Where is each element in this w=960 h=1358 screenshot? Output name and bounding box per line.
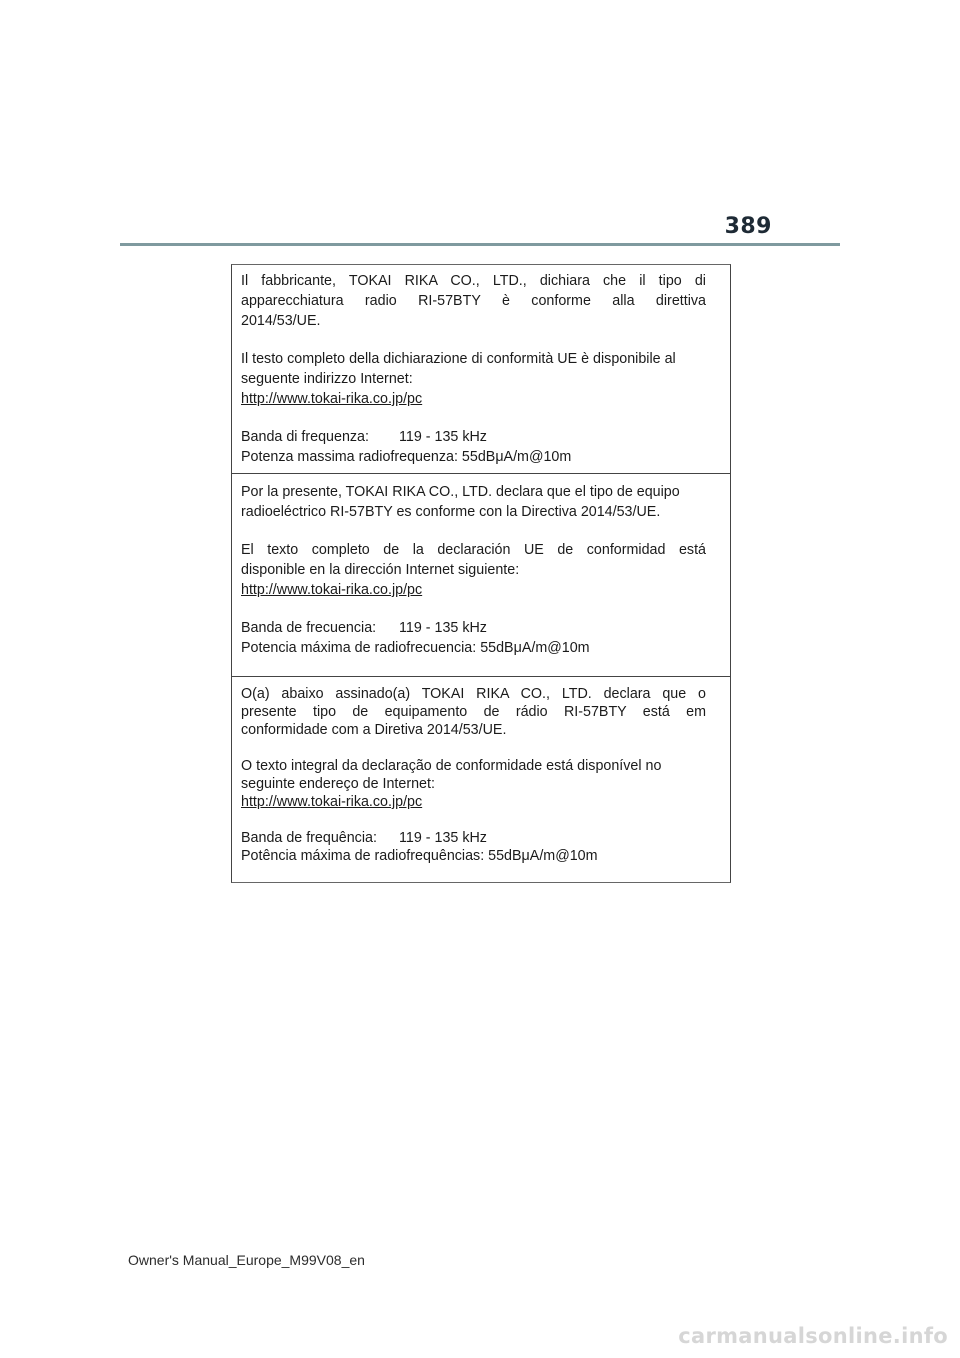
section-italian xyxy=(232,265,730,473)
spec-paragraph xyxy=(241,618,706,658)
declaration-link[interactable]: http://www.tokai-rika.co.jp/pc xyxy=(241,391,423,407)
declaration-line: 2014/53/UE. xyxy=(241,313,321,329)
eu-declaration-box xyxy=(231,264,731,883)
declaration-line: conformidade com a Diretiva 2014/53/UE. xyxy=(241,722,507,738)
full-text-line: El texto completo de la declaración UE de conformidad está xyxy=(241,542,706,558)
declaration-line: Por la presente, TOKAI RIKA CO., LTD. declara que el tipo de equipo xyxy=(241,484,680,500)
declaration-paragraph xyxy=(241,685,706,739)
full-text-line: disponible en la dirección Internet siguiente: xyxy=(241,562,520,578)
frequency-band-row xyxy=(241,829,706,847)
section-portuguese xyxy=(232,676,730,882)
declaration-line: presente tipo de equipamento de rádio RI-57BTY está em xyxy=(241,704,706,720)
frequency-band-label: Banda de frequência: xyxy=(241,830,377,846)
frequency-band-value: 119 - 135 kHz xyxy=(399,620,487,636)
max-power: Potência máxima de radiofrequências: 55dBμA/m@10m xyxy=(241,848,598,864)
manual-footer: Owner's Manual_Europe_M99V08_en xyxy=(128,1252,365,1268)
full-text-paragraph xyxy=(241,349,706,409)
declaration-link[interactable]: http://www.tokai-rika.co.jp/pc xyxy=(241,794,423,810)
frequency-band-row xyxy=(241,427,706,447)
full-text-paragraph xyxy=(241,540,706,600)
full-text-line: seguinte endereço de Internet: xyxy=(241,776,435,792)
declaration-link[interactable]: http://www.tokai-rika.co.jp/pc xyxy=(241,582,423,598)
header-rule xyxy=(120,243,840,246)
full-text-line: Il testo completo della dichiarazione di conformità UE è disponibile al xyxy=(241,351,676,367)
full-text-line: O texto integral da declaração de conformidade está disponível no xyxy=(241,758,662,774)
watermark: carmanualsonline.info xyxy=(678,1324,948,1348)
spec-paragraph xyxy=(241,427,706,467)
frequency-band-label: Banda de frecuencia: xyxy=(241,620,377,636)
page-number: 389 xyxy=(724,214,772,239)
max-power: Potenza massima radiofrequenza: 55dBμA/m@10m xyxy=(241,449,572,465)
declaration-line: apparecchiatura radio RI-57BTY è conforme alla direttiva xyxy=(241,293,706,309)
declaration-line: Il fabbricante, TOKAI RIKA CO., LTD., dichiara che il tipo di xyxy=(241,273,706,289)
frequency-band-row xyxy=(241,618,706,638)
frequency-band-label: Banda di frequenza: xyxy=(241,429,369,445)
frequency-band-value: 119 - 135 kHz xyxy=(399,429,487,445)
declaration-paragraph xyxy=(241,482,706,522)
declaration-paragraph xyxy=(241,271,706,331)
declaration-line: radioeléctrico RI-57BTY es conforme con la Directiva 2014/53/UE. xyxy=(241,504,661,520)
max-power: Potencia máxima de radiofrecuencia: 55dBμA/m@10m xyxy=(241,640,590,656)
spec-paragraph xyxy=(241,829,706,865)
full-text-line: seguente indirizzo Internet: xyxy=(241,371,413,387)
declaration-line: O(a) abaixo assinado(a) TOKAI RIKA CO., LTD. declara que o xyxy=(241,686,706,702)
frequency-band-value: 119 - 135 kHz xyxy=(399,830,487,846)
full-text-paragraph xyxy=(241,757,706,811)
section-spanish xyxy=(232,473,730,676)
